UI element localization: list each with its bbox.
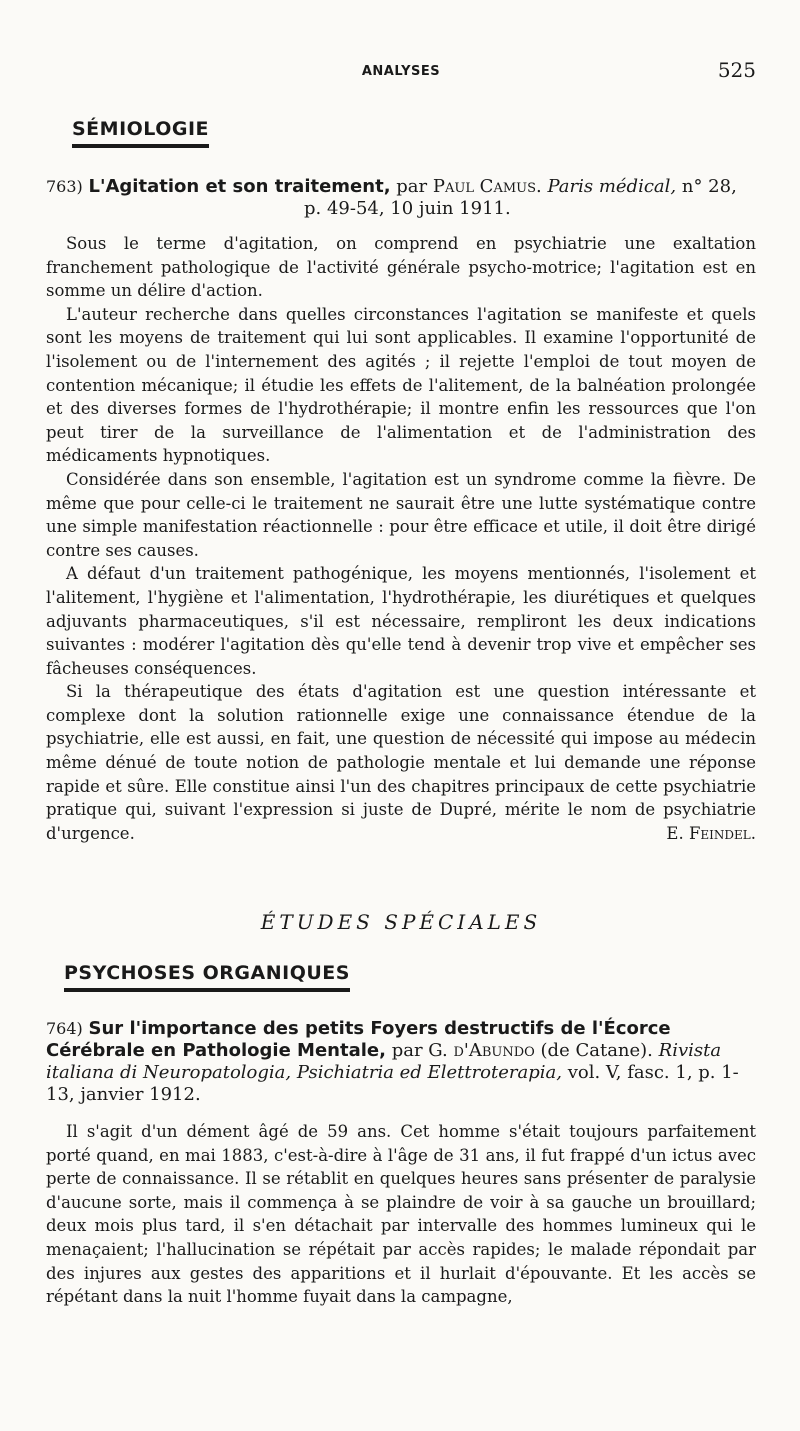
entry-author: G. d'Abundo [428,1040,535,1061]
entry-journal: Rivista italiana di Neuropatologia, Psichiatria ed Elettroterapia, [46,1040,722,1083]
abstract-body-763 [46,232,756,845]
entry-ref: vol. V, fasc. 1, p. 1-13, janvier 1912. [46,1062,739,1105]
part-heading-etudes-speciales: ÉTUDES SPÉCIALES [260,910,542,934]
entry-place: (de Catane). [540,1040,653,1061]
entry-by: par [396,176,428,197]
paragraph-text: Si la thérapeutique des états d'agitation est une question intéressante et complexe dont la solution rationnelle exige une connaissance étendue de la psychiatrie, elle est aussi, en fait, une question de nécessité qui impose au médecin même dénué de toute notion de pathologie mentale et lui demande une réponse rapide et sûre. Elle constitue ainsi l'un des chapitres principaux de cette psychiatrie pratique qui, suivant l'expression si juste de Dupré, mérite le nom de psychiatrie d'urgence. [46,682,756,843]
paragraph [46,680,756,845]
entry-author: Paul Camus. [432,176,542,197]
entry-ref-2: p. 49-54, 10 juin 1911. [304,198,511,219]
signature: E. Feindel. [666,823,756,843]
abstract-body-764 [46,1120,756,1309]
entry-heading-764 [46,1018,756,1106]
entry-journal: Paris médical, [547,176,677,197]
section-heading-psychoses-organiques: PSYCHOSES ORGANIQUES [64,962,350,992]
page-number: 525 [717,58,756,82]
section-heading-semiologie: SÉMIOLOGIE [72,118,209,148]
entry-title: Sur l'importance des petits Foyers destructifs de l'Écorce Cérébrale en Pathologie Mentale, [46,1018,671,1061]
entry-by: par [391,1040,423,1061]
entry-number: 763) [46,177,83,196]
running-head [46,58,756,88]
paragraph: Sous le terme d'agitation, on comprend en psychiatrie une exaltation franchement pathologique de l'activité générale psycho-motrice; l'agitation est en somme un délire d'action. [46,234,756,301]
paragraph: L'auteur recherche dans quelles circonstances l'agitation se manifeste et quels sont les moyens de traitement qui lui sont applicables. Il examine l'opportunité de l'isolement ou de l'internement des agités ; il rejette l'emploi de tout moyen de contention mécanique; il étudie les effets de l'alitement, de la balnéation prolongée et des diverses formes de l'hydrothérapie; il montre enfin les ressources que l'on peut tirer de la surveillance de l'alimentation et de l'administration des médicaments hypnotiques. [46,304,756,466]
paragraph: Il s'agit d'un dément âgé de 59 ans. Cet homme s'était toujours parfaitement porté quand, en mai 1883, c'est-à-dire à l'âge de 31 ans, il fut frappé d'un ictus avec perte de connaissance. Il se rétablit en quelques heures sans présenter de paralysie d'aucune sorte, mais il commença à se plaindre de voir à sa gauche un brouillard; deux mois plus tard, il s'en détachait par intervalle des hommes lumineux qui le menaçaient; l'hallucination se répétait par accès rapides; le malade répondait par des injures aux gestes des apparitions et il hurlait d'épouvante. Et les accès se répétant dans la nuit l'homme fuyait dans la campagne, [46,1122,756,1307]
entry-ref: n° 28, [681,176,737,197]
entry-heading-763 [46,176,756,220]
entry-title: L'Agitation et son traitement, [88,176,391,197]
entry-number: 764) [46,1019,83,1038]
paragraph: Considérée dans son ensemble, l'agitation est un syndrome comme la fièvre. De même que pour celle-ci le traitement ne saurait être une lutte systématique contre une simple manifestation réactionnelle : pour être efficace et utile, il doit être dirigé contre ses causes. [46,469,756,560]
running-title: ANALYSES [361,64,441,79]
paragraph: A défaut d'un traitement pathogénique, les moyens mentionnés, l'isolement et l'alitement, l'hygiène et l'alimentation, l'hydrothérapie, les diurétiques et quelques adjuvants pharmaceutiques, s'il est nécessaire, rempliront les deux indications suivantes : modérer l'agitation dès qu'elle tend à devenir trop vive et empêcher ses fâcheuses conséquences. [46,564,756,678]
